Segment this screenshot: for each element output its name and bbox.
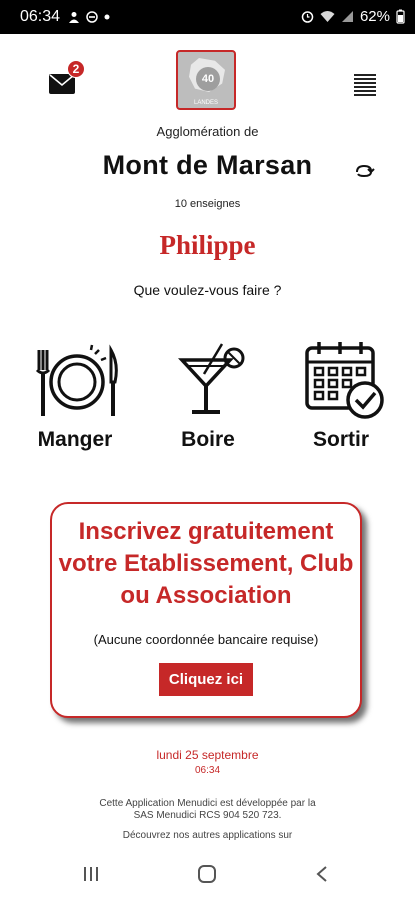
dot-icon — [104, 14, 110, 20]
click-here-button[interactable]: Cliquez ici — [159, 663, 253, 696]
plate-fork-knife-icon — [27, 340, 123, 420]
recent-apps-icon[interactable] — [82, 866, 100, 882]
user-name: Philippe — [159, 230, 256, 260]
credits-line: SAS Menudici RCS 904 520 723. — [133, 810, 282, 821]
status-bar — [0, 0, 415, 34]
action-label: Manger — [37, 428, 113, 451]
department-number: 40 — [196, 67, 220, 91]
menu-line — [354, 74, 376, 76]
status-system-icons — [301, 8, 405, 25]
action-label: Boire — [181, 428, 235, 451]
cocktail-glass-icon — [160, 340, 256, 420]
menu-button[interactable] — [354, 74, 376, 96]
unread-count-badge: 2 — [67, 60, 85, 78]
status-notification-icons — [68, 11, 110, 23]
person-icon — [68, 11, 80, 23]
action-manger[interactable] — [20, 340, 130, 468]
status-time: 06:34 — [20, 8, 61, 25]
back-icon[interactable] — [315, 865, 329, 883]
department-label: LANDES — [193, 100, 218, 106]
current-time: 06:34 — [194, 765, 221, 776]
registration-card — [50, 502, 362, 718]
action-boire[interactable] — [153, 340, 263, 468]
menu-line — [354, 94, 376, 96]
alarm-icon — [301, 10, 314, 23]
change-location-icon[interactable] — [353, 163, 375, 179]
menu-line — [354, 86, 376, 88]
registration-subtitle: (Aucune coordonnée bancaire requise) — [93, 632, 319, 647]
signal-icon — [341, 10, 354, 23]
action-sortir[interactable] — [286, 340, 396, 468]
credits-text — [0, 798, 415, 822]
city-name: Mont de Marsan — [102, 150, 313, 180]
menu-line — [354, 78, 376, 80]
top-bar — [0, 34, 415, 116]
battery-icon — [396, 9, 405, 24]
registration-title: Inscrivez gratuitement votre Etablissement, Club ou Association — [58, 518, 354, 609]
battery-percent: 62% — [359, 8, 390, 25]
calendar-check-icon — [293, 340, 389, 420]
menu-line — [354, 90, 376, 92]
department-logo — [176, 50, 236, 110]
agglomeration-label: Agglomération de — [156, 124, 259, 139]
system-navigation-bar — [0, 848, 415, 900]
question-prompt: Que voulez-vous faire ? — [133, 282, 282, 298]
current-date: lundi 25 septembre — [156, 748, 259, 762]
wifi-icon — [320, 10, 335, 23]
credits-line: Cette Application Menudici est développée par la — [99, 798, 316, 809]
action-label: Sortir — [312, 428, 369, 451]
venue-count: 10 enseignes — [174, 198, 241, 210]
menu-line — [354, 82, 376, 84]
home-icon[interactable] — [198, 865, 216, 883]
discover-apps-text[interactable]: Découvrez nos autres applications sur — [122, 830, 293, 841]
messages-button[interactable] — [49, 62, 89, 100]
do-not-disturb-icon — [86, 11, 98, 23]
